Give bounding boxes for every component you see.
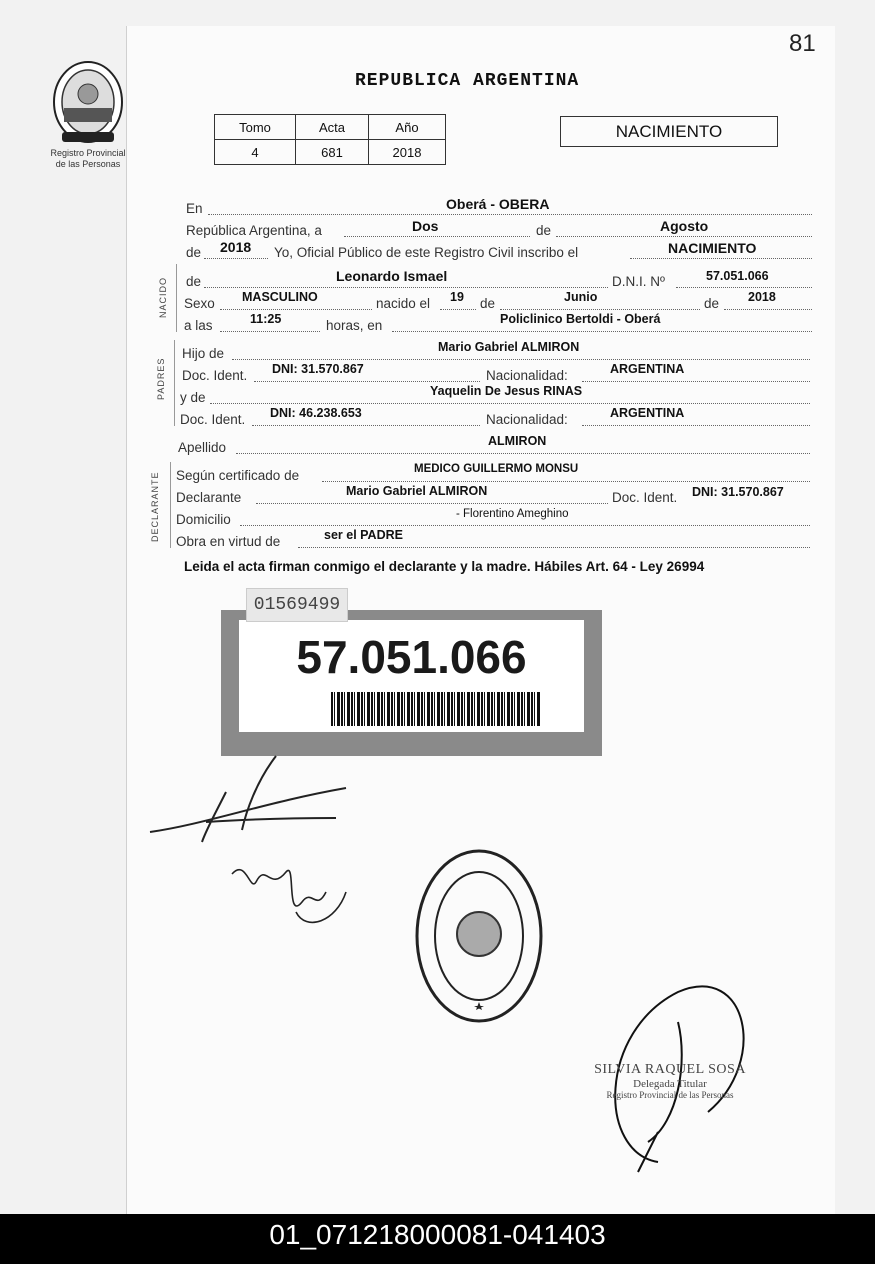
value-ano: 2018: [369, 140, 446, 165]
value-birth-place: Policlinico Bertoldi - Oberá: [500, 312, 661, 326]
value-act: NACIMIENTO: [668, 240, 757, 256]
province-emblem-icon: [50, 58, 126, 146]
label-nationality-mother: Nacionalidad:: [486, 412, 568, 427]
label-de-3: de: [186, 274, 202, 289]
barcode: [331, 692, 541, 726]
section-divider-nacido: [176, 264, 177, 332]
header-ano: Año: [369, 115, 446, 140]
value-place: Oberá - OBERA: [446, 196, 550, 212]
label-dni: D.N.I. Nº: [612, 274, 665, 289]
label-declarante: Declarante: [176, 490, 242, 505]
value-father-doc: DNI: 31.570.867: [272, 362, 364, 376]
value-child-dni: 57.051.066: [706, 269, 769, 283]
value-father-nationality: ARGENTINA: [610, 362, 685, 376]
tomo-acta-table: [214, 114, 446, 165]
page-number: 81: [789, 30, 816, 57]
label-nacido-el: nacido el: [376, 296, 431, 311]
label-horas-en: horas, en: [326, 318, 383, 333]
stub-number: 01569499: [246, 588, 348, 622]
label-doc-ident-father: Doc. Ident.: [182, 368, 248, 383]
value-father-name: Mario Gabriel ALMIRON: [438, 340, 580, 354]
side-label-padres: PADRES: [156, 357, 166, 400]
label-doc-ident-mother: Doc. Ident.: [180, 412, 246, 427]
label-nationality-father: Nacionalidad:: [486, 368, 568, 383]
value-tomo: 4: [215, 140, 296, 165]
label-de-2: de: [186, 245, 202, 260]
value-declarant: Mario Gabriel ALMIRON: [346, 484, 488, 498]
label-de-4: de: [480, 296, 496, 311]
value-certificate-by: MEDICO GUILLERMO MONSU: [414, 463, 579, 475]
label-sexo: Sexo: [184, 296, 215, 311]
value-acta: 681: [296, 140, 369, 165]
security-seal: [221, 610, 602, 756]
registry-label: Registro Provincial de las Personas: [50, 148, 126, 169]
official-role: Delegada Titular: [633, 1078, 707, 1090]
line-birth-month: [500, 295, 700, 310]
section-divider-padres: [174, 340, 175, 426]
value-mother-nationality: ARGENTINA: [610, 406, 685, 420]
seal-number: 57.051.066: [296, 631, 527, 683]
side-label-declarante: DECLARANTE: [150, 471, 160, 542]
official-name: SILVIA RAQUEL SOSA: [594, 1062, 746, 1077]
value-month: Agosto: [660, 218, 709, 234]
official-org: Registro Provincial de las Personas: [606, 1090, 734, 1100]
value-mother-doc: DNI: 46.238.653: [270, 406, 362, 420]
label-doc-ident-declarant: Doc. Ident.: [612, 490, 678, 505]
label-y-de: y de: [180, 390, 206, 405]
label-domicilio: Domicilio: [176, 512, 231, 527]
label-hijo-de: Hijo de: [182, 346, 225, 361]
section-divider-declarante: [170, 462, 171, 548]
closing-text: Leida el acta firman conmigo el declarante y la madre. Hábiles Art. 64 - Ley 26994: [184, 559, 705, 574]
value-surname: ALMIRON: [488, 434, 547, 448]
label-apellido: Apellido: [178, 440, 227, 455]
label-de-5: de: [704, 296, 720, 311]
footer-code: 01_071218000081-041403: [0, 1214, 875, 1264]
value-day-words: Dos: [412, 218, 439, 234]
side-label-nacido: NACIDO: [158, 276, 168, 318]
value-declarant-doc: DNI: 31.570.867: [692, 485, 784, 499]
record-type-box: NACIMIENTO: [560, 116, 778, 147]
value-by-virtue: ser el PADRE: [324, 528, 403, 542]
label-a-las: a las: [184, 318, 213, 333]
label-obra: Obra en virtud de: [176, 534, 281, 549]
value-birth-time: 11:25: [250, 312, 282, 326]
value-birth-day: 19: [450, 290, 464, 304]
value-year: 2018: [220, 239, 252, 255]
value-address: - Florentino Ameghino: [456, 508, 569, 520]
declarant-signature-icon: [146, 752, 356, 852]
header-tomo: Tomo: [215, 115, 296, 140]
label-de-1: de: [536, 223, 552, 238]
header-acta: Acta: [296, 115, 369, 140]
label-yo: Yo, Oficial Público de este Registro Civil inscribo el: [274, 245, 579, 260]
label-en: En: [186, 201, 203, 216]
value-child-name: Leonardo Ismael: [336, 268, 448, 284]
document-title: REPUBLICA ARGENTINA: [355, 71, 580, 91]
mother-signature-icon: [226, 852, 356, 952]
value-birth-month: Junio: [564, 290, 598, 304]
value-birth-year: 2018: [748, 290, 776, 304]
value-mother-name: Yaquelin De Jesus RINAS: [430, 384, 583, 398]
official-block: [585, 1062, 755, 1100]
value-sex: MASCULINO: [242, 290, 318, 304]
label-segun: Según certificado de: [176, 468, 300, 483]
label-republica: República Argentina, a: [186, 223, 322, 238]
registry-stamp-icon: [414, 848, 544, 1024]
